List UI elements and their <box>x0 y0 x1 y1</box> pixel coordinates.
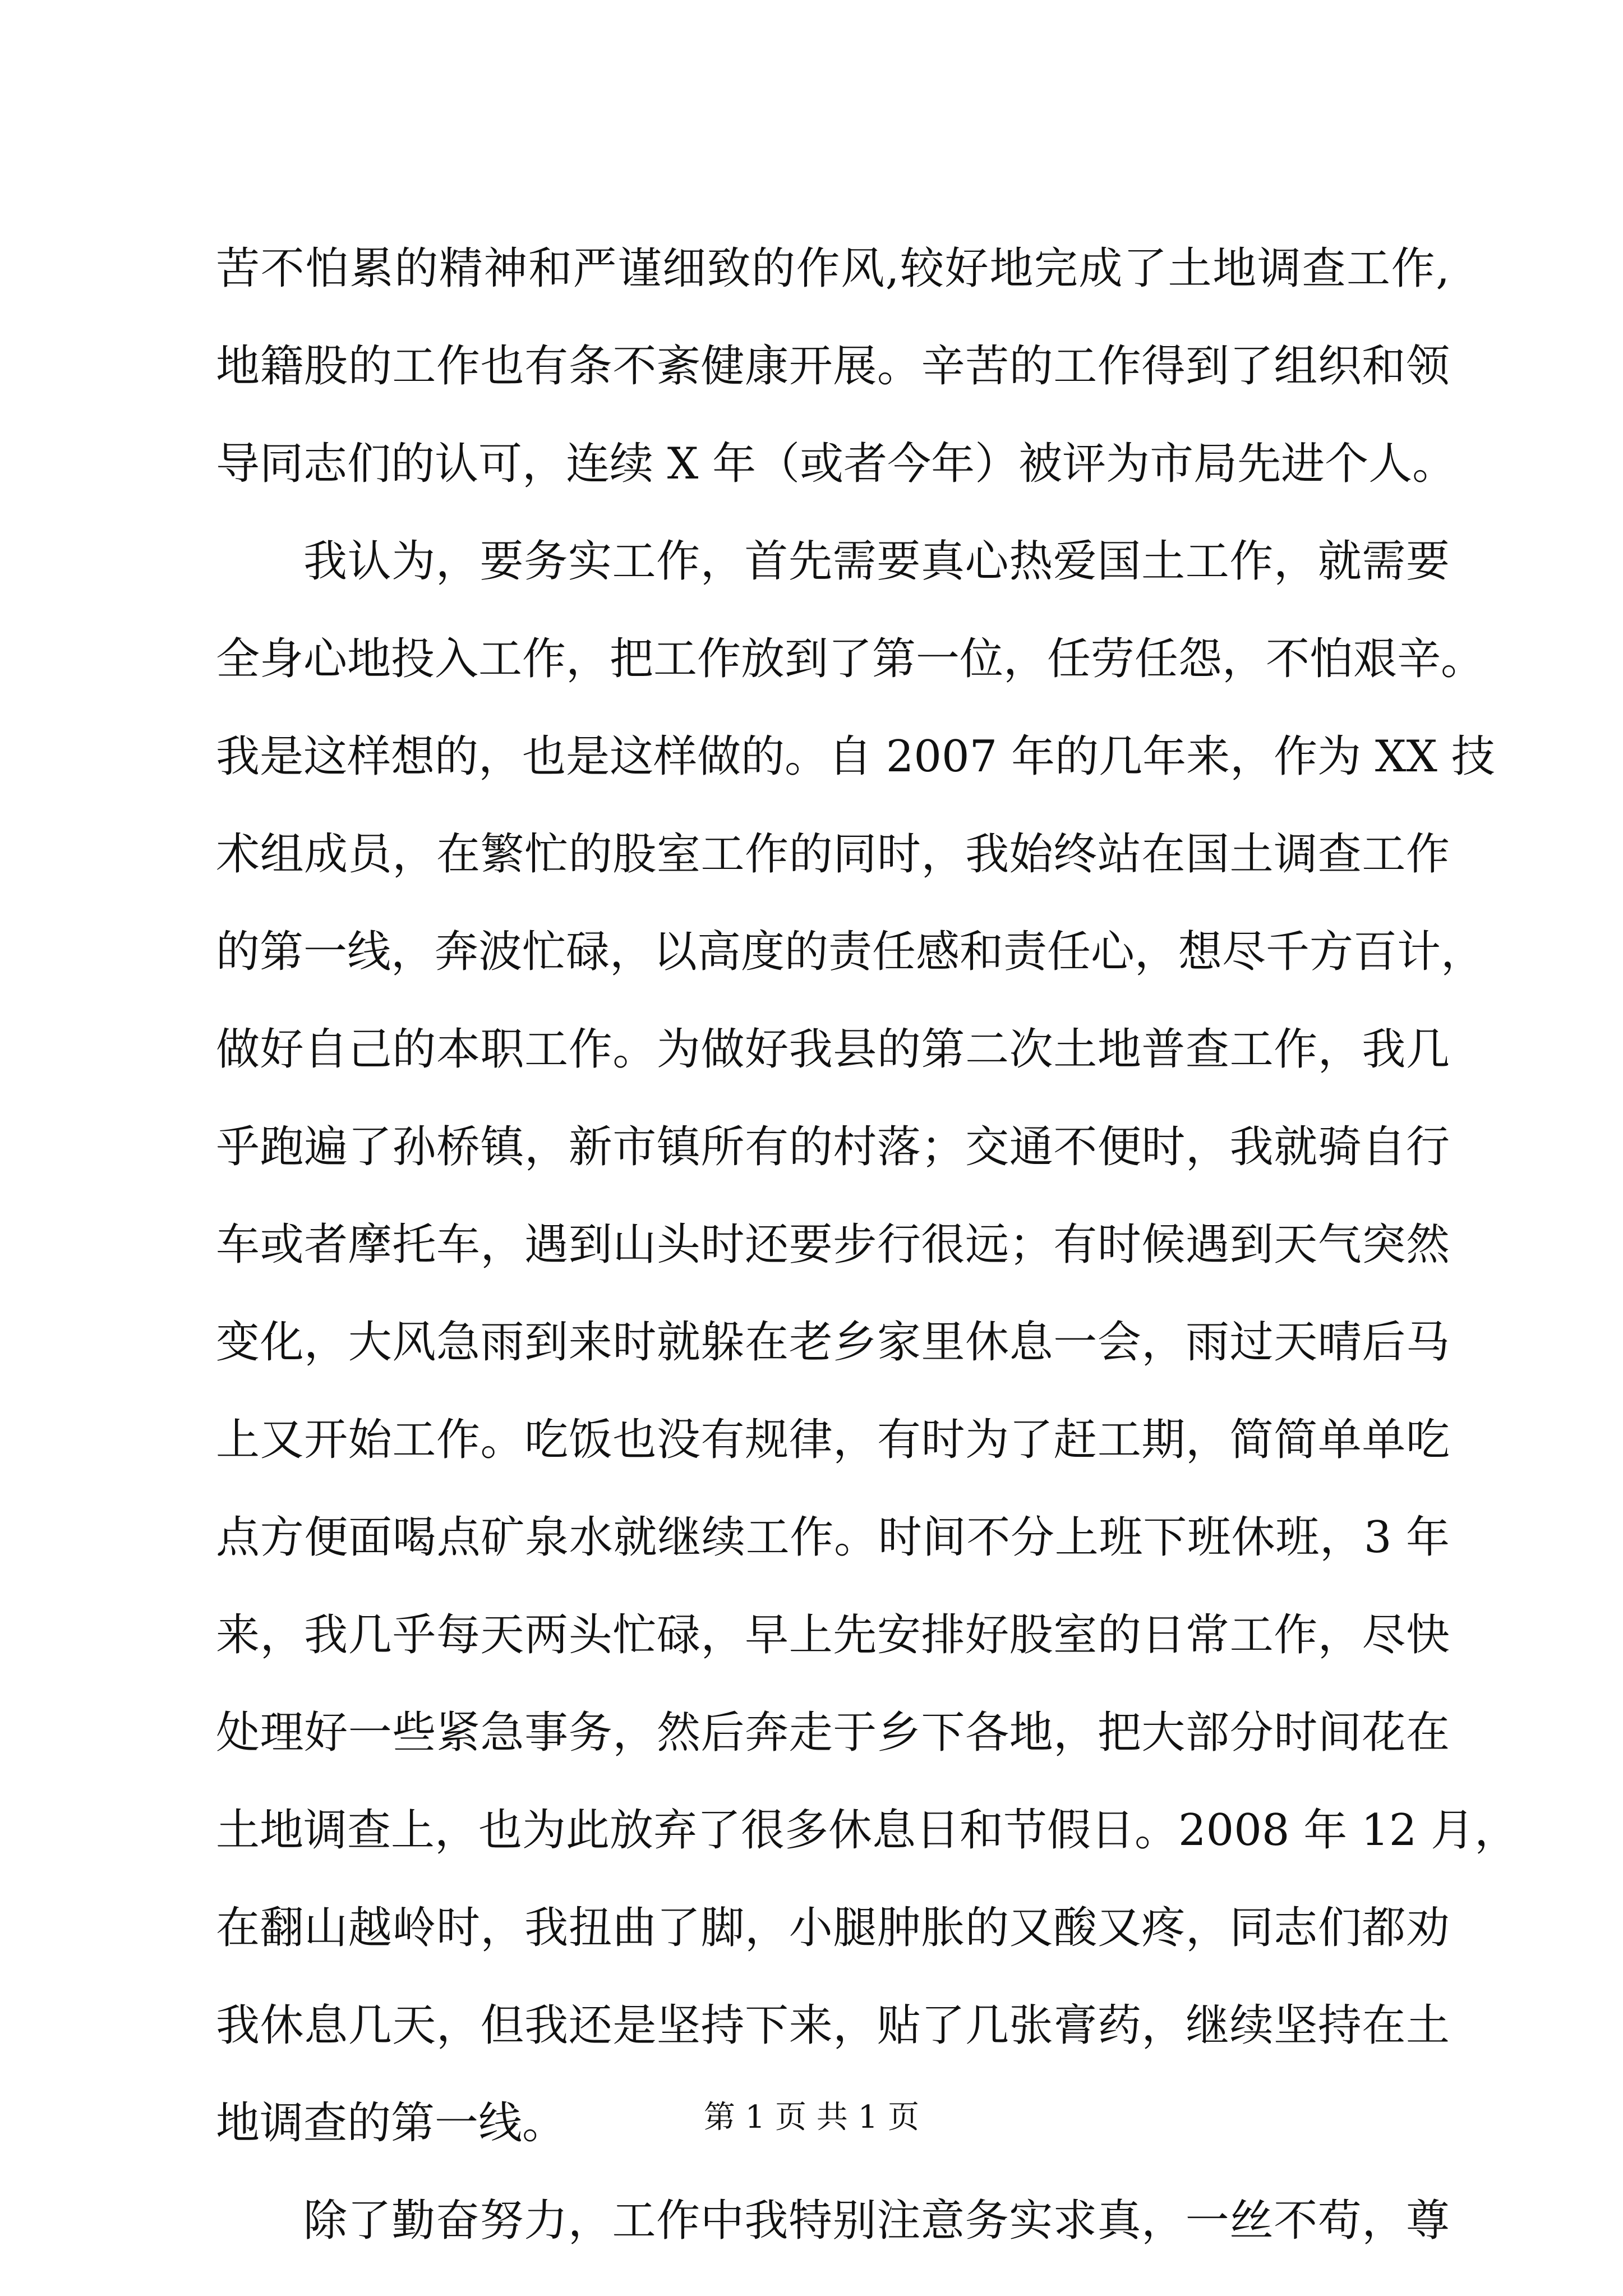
text-line: 我认为，要务实工作，首先需要真心热爱国土工作，就需要 <box>303 536 1450 587</box>
text-line: 来，我几乎每天两头忙碌，早上先安排好股室的日常工作，尽快 <box>216 1610 1450 1660</box>
page-number-label: 第 1 页 共 1 页 <box>703 2099 920 2136</box>
text-line: 处理好一些紧急事务，然后奔走于乡下各地，把大部分时间花在 <box>216 1708 1450 1758</box>
text-line: 地调查的第一线。 <box>216 2098 566 2148</box>
text-line: 做好自己的本职工作。为做好我县的第二次土地普查工作，我几 <box>216 1024 1450 1075</box>
text-line: 苦不怕累的精神和严谨细致的作风,较好地完成了土地调查工作, <box>216 243 1450 294</box>
text-line: 导同志们的认可，连续 X 年（或者今年）被评为市局先进个人。 <box>216 439 1456 489</box>
text-line: 乎跑遍了孙桥镇，新市镇所有的村落；交通不便时，我就骑自行 <box>216 1122 1450 1172</box>
body-text <box>216 220 1519 2270</box>
text-line: 全身心地投入工作，把工作放到了第一位，任劳任怨，不怕艰辛。 <box>216 634 1485 684</box>
text-line: 土地调查上，也为此放弃了很多休息日和节假日。2008 年 12 月， <box>216 1805 1519 1856</box>
text-line: 车或者摩托车，遇到山头时还要步行很远；有时候遇到天气突然 <box>216 1220 1450 1270</box>
text-line: 术组成员，在繁忙的股室工作的同时，我始终站在国土调查工作 <box>216 829 1450 880</box>
text-line: 我休息几天，但我还是坚持下来，贴了几张膏药，继续坚持在土 <box>216 2000 1450 2051</box>
text-line: 地籍股的工作也有条不紊健康开展。辛苦的工作得到了组织和领 <box>216 341 1450 392</box>
text-line: 点方便面喝点矿泉水就继续工作。时间不分上班下班休班，3 年 <box>216 1512 1450 1563</box>
text-line: 的第一线，奔波忙碌，以高度的责任感和责任心，想尽千方百计， <box>216 927 1485 977</box>
text-line: 我是这样想的，也是这样做的。自 2007 年的几年来，作为 XX 技 <box>216 731 1495 782</box>
page-footer <box>0 2095 1623 2140</box>
text-line: 除了勤奋努力，工作中我特别注意务实求真，一丝不苟，尊 <box>303 2196 1450 2246</box>
text-line: 上又开始工作。吃饭也没有规律，有时为了赶工期，简简单单吃 <box>216 1415 1450 1465</box>
text-line: 变化，大风急雨到来时就躲在老乡家里休息一会，雨过天晴后马 <box>216 1317 1450 1368</box>
text-line: 在翻山越岭时，我扭曲了脚，小腿肿胀的又酸又疼，同志们都劝 <box>216 1903 1450 1953</box>
